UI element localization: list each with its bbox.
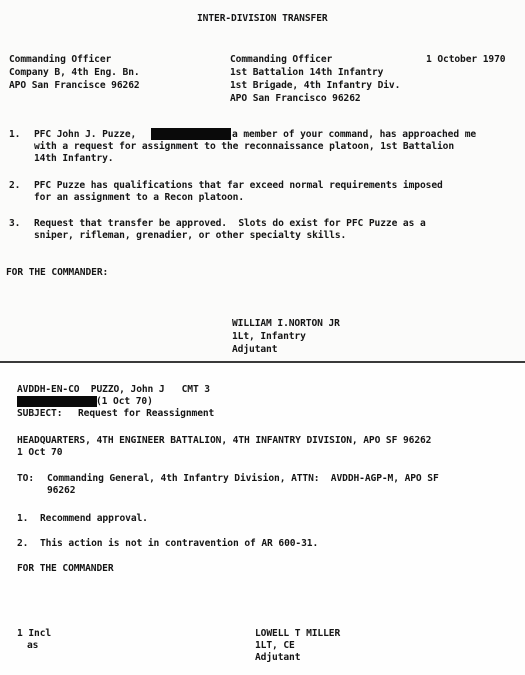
to-line-2: 1st Battalion 14th Infantry: [230, 67, 384, 78]
item-text: a member of your command, has approached me: [232, 129, 477, 140]
signature-rank: 1LT, CE: [255, 640, 295, 651]
memo-date: 1 October 1970: [426, 54, 506, 65]
redaction-bar: [151, 128, 231, 140]
item-number: 3.: [9, 218, 21, 229]
to-line-1: Commanding General, 4th Infantry Division, ATTN: AVDDH-AGP-M, APO SF: [47, 473, 439, 484]
item-text: Request that transfer be approved. Slots do exist for PFC Puzze as a: [34, 218, 426, 229]
to-label: TO:: [17, 473, 35, 484]
item-text: for an assignment to a Recon platoon.: [34, 192, 245, 203]
signature-title: Adjutant: [232, 344, 278, 355]
to-line-3: 1st Brigade, 4th Infantry Div.: [230, 80, 401, 91]
to-line-4: APO San Francisco 96262: [230, 93, 361, 104]
indorsement-header: AVDDH-EN-CO PUZZO, John J CMT 3: [17, 384, 210, 395]
signature-name: LOWELL T MILLER: [255, 628, 341, 639]
item-number: 2.: [17, 538, 29, 549]
item-text: This action is not in contravention of AR 600-31.: [40, 538, 319, 549]
from-line-2: Company B, 4th Eng. Bn.: [9, 67, 140, 78]
item-text: PFC Puzze has qualifications that far exceed normal requirements imposed: [34, 180, 443, 191]
item-text: Recommend approval.: [40, 513, 148, 524]
signature-name: WILLIAM I.NORTON JR: [232, 318, 340, 329]
item-text: 14th Infantry.: [34, 153, 114, 164]
item-number: 2.: [9, 180, 21, 191]
signature-rank: 1Lt, Infantry: [232, 331, 306, 342]
from-line-3: APO San Francisce 96262: [9, 80, 140, 91]
inclosure-count: 1 Incl: [17, 628, 52, 639]
memo-closing: FOR THE COMMANDER:: [6, 267, 109, 278]
signature-title: Adjutant: [255, 652, 301, 663]
subject-label: SUBJECT:: [17, 408, 63, 419]
indorsement-closing: FOR THE COMMANDER: [17, 563, 114, 574]
headquarters-line: HEADQUARTERS, 4TH ENGINEER BATTALION, 4TH INFANTRY DIVISION, APO SF 96262: [17, 435, 432, 446]
item-text: sniper, rifleman, grenadier, or other specialty skills.: [34, 230, 347, 241]
inclosure-as: as: [27, 640, 39, 651]
redaction-bar: [17, 396, 97, 407]
to-line-1: Commanding Officer: [230, 54, 333, 65]
to-line-2: 96262: [47, 485, 76, 496]
item-text: PFC John J. Puzze,: [34, 129, 137, 140]
subject-text: Request for Reassignment: [78, 408, 215, 419]
from-line-1: Commanding Officer: [9, 54, 112, 65]
indorsement-date: 1 Oct 70: [17, 447, 63, 458]
item-number: 1.: [17, 513, 29, 524]
item-text: with a request for assignment to the reconnaissance platoon, 1st Battalion: [34, 141, 455, 152]
item-number: 1.: [9, 129, 21, 140]
indorsement-header-date: (1 Oct 70): [96, 396, 153, 407]
indorsement: [0, 363, 525, 675]
memo-title: INTER-DIVISION TRANSFER: [197, 13, 328, 24]
